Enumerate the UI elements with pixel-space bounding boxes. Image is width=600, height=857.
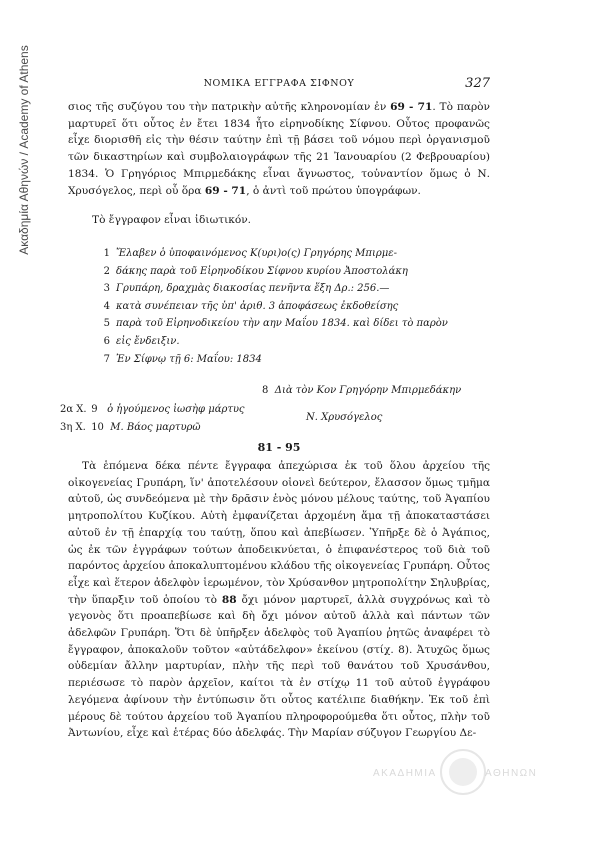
document-line-2: 2 δάκης παρὰ τοῦ Εἰρηνοδίκου Σίφνου κυρίου Ἀποστολάκη (103, 265, 408, 277)
para1-ref-1: 69 - 71 (390, 101, 433, 113)
sidebar-text: Ακαδημία Αθηνών / Academy of Athens (17, 45, 31, 255)
para2-text-1: Τὰ ἑπόμενα δέκα πέντε ἔγγραφα ἀπεχώρισα ἐκ τοῦ ὅλου ἀρχείου τῆς οἰκογενείας Γρυπάρη, ἵν' ἀποτελέσουν οἱονεὶ δεύτερον, ἔλασσον ὅμως τμῆμα αὐτοῦ, ὡς συνδεόμενα μὲ τὴν δρᾶσιν ἑνὸς μόνου μέλους ταύτης, τοῦ Ἀγαπίου μητροπολίτου Κυζίκου. Αὐτὴ ἐμφανίζεται ἀρχομένη ἅμα τῇ ἀποκαταστάσει αὐτοῦ ἐν τῇ ἐπαρχίᾳ του ταύτῃ, ὅπου καὶ ἀπεβίωσεν. Ὑπῆρξε δὲ ὁ Ἀγάπιος, ὡς ἐκ τῶν ἐγγράφων τούτων ἀποδεικνύεται, ὁ ἐπιφανέστερος τοῦ διὰ τοῦ παρόντος ἀρχείου ἀποκαλυπτομένου κλάδου τῆς οἰκογενείας Γρυπάρη. Οὗτος εἶχε καὶ ἕτερον ἀδελφὸν ἱερωμένον, τὸν Χρύσανθον μητροπολίτην Σηλυβρίας, τὴν ὕπαρξιν τοῦ ὁποίου τὸ (68, 460, 490, 606)
para1-text-3: , ὁ ἀντὶ τοῦ πρώτου ὑπογράφων. (246, 184, 421, 197)
running-header (68, 78, 490, 94)
academy-watermark (345, 742, 575, 802)
sidebar-academy-label (4, 40, 44, 260)
page-number: 327 (465, 76, 490, 91)
document-line-9: 2α Χ. 9 ὁ ἡγούμενος ἰωσὴφ μάρτυς (60, 404, 245, 415)
para1-text-1: σιος τῆς συζύγου του τὴν πατρικὴν αὐτῆς κληρονομίαν ἐν (68, 101, 391, 113)
witness-label-2: 2α Χ. (60, 404, 87, 415)
document-line-7: 7 Ἐν Σίφνῳ τῇ 6: Μαΐου: 1834 (103, 353, 262, 365)
document-line-8: 8 Διὰ τὸν Κον Γρηγόρην Μπιρμεδάκην (262, 385, 462, 396)
document-note: Τὸ ἔγγραφον εἶναι ἰδιωτικόν. (92, 214, 252, 226)
document-line-4: 4 κατὰ συνέπειαν τῆς ὑπ' ἀριθ. 3 ἀποφάσεως ἐκδοθείσης (103, 300, 399, 312)
watermark-text-left: ΑΚΑΔΗΜΙΑ (373, 768, 437, 779)
para1-ref-2: 69 - 71 (204, 184, 247, 197)
watermark-text-right: ΑΘΗΝΩΝ (485, 768, 538, 779)
document-line-5: 5 παρὰ τοῦ Εἰρηνοδικείου τὴν αην Μαΐου 1834. καὶ δίδει τὸ παρὸν (103, 318, 448, 330)
document-line-3: 3 Γρυπάρη, δραχμὰς διακοσίας πενῆντα ἕξη Δρ.: 256.— (103, 283, 390, 295)
intro-paragraph (68, 99, 490, 199)
running-title: ΝΟΜΙΚΑ ΕΓΓΡΑΦΑ ΣΙΦΝΟΥ (203, 78, 355, 89)
document-line-6: 6 εἰς ἔνδειξιν. (103, 335, 180, 347)
signature-chrysogelos: Ν. Χρυσόγελος (306, 412, 383, 423)
section-paragraph (68, 458, 490, 742)
document-lines (82, 248, 448, 371)
section-heading: 81 - 95 (257, 441, 301, 454)
para2-ref-1: 88 (221, 593, 237, 606)
document-line-1: 1 Ἔλαβεν ὁ ὑποφαινόμενος Κ(υρι)ο(ς) Γρηγόρης Μπιρμε- (103, 248, 398, 259)
witness-label-3: 3η Χ. (60, 422, 86, 433)
para1-text-2: . Τὸ παρὸν μαρτυρεῖ ὅτι οὗτος ἐν ἔτει 1834 ἦτο εἰρηνοδίκης Σίφνου. Οὗτος προφανῶς εἶχε διορισθῆ εἰς τὴν θέσιν ταύτην ἐπὶ τῇ βάσει τοῦ νόμου περὶ ὀργανισμοῦ τῶν δικαστηρίων καὶ συμβολαιογράφων τῆς 21 Ἰανουαρίου (2 Φεβρουαρίου) 1834. Ὁ Γρηγόριος Μπιρμεδάκης εἶναι ἄγνωστος, τοὐναντίον ὅμως ὁ Ν. Χρυσόγελος, περὶ οὗ ὅρα (68, 101, 491, 197)
para2-text-2: ὄχι μόνον μαρτυρεῖ, ἀλλὰ συγχρόνως καὶ τὸ γεγονὸς ὅτι προαπεβίωσε καὶ δὴ ὄχι μόνον αὐτοῦ ἀλλὰ καὶ πάντων τῶν ἀδελφῶν Γρυπάρη. Ὅτι δὲ ὑπῆρξεν ἀδελφὸς τοῦ Ἀγαπίου ῥητῶς ἀναφέρει τὸ ἔγγραφον, ἀποκαλοῦν τοῦτον «αὐτάδελφον» ἐκείνου (στίχ. 8). Ἀτυχῶς ὅμως οὐδεμίαν ἄλλην μαρτυρίαν, πλὴν τῆς περὶ τοῦ θανάτου τοῦ Χρυσάνθου, περιέσωσε τὸ παρὸν ἀρχεῖον, καίτοι τὰ ἐν στίχῳ 11 τοῦ αὐτοῦ ἐγγράφου λεγόμενα ἀφίνουν τὴν ἐντύπωσιν ὅτι οὗτος κατέλιπε διαθήκην. Ἐκ τοῦ ἐπὶ μέρους δὲ τούτου ἀρχείου τοῦ Ἀγαπίου πληροφορούμεθα ὅτι οὗτος, πλὴν τοῦ Ἀντωνίου, εἶχε καὶ ἑτέρας δύο ἀδελφάς. Τὴν Μαρίαν σύζυγον Γεωργίου Δε- (68, 593, 490, 740)
document-line-10: 3η Χ. 10 Μ. Βάος μαρτυρῶ (60, 422, 201, 433)
